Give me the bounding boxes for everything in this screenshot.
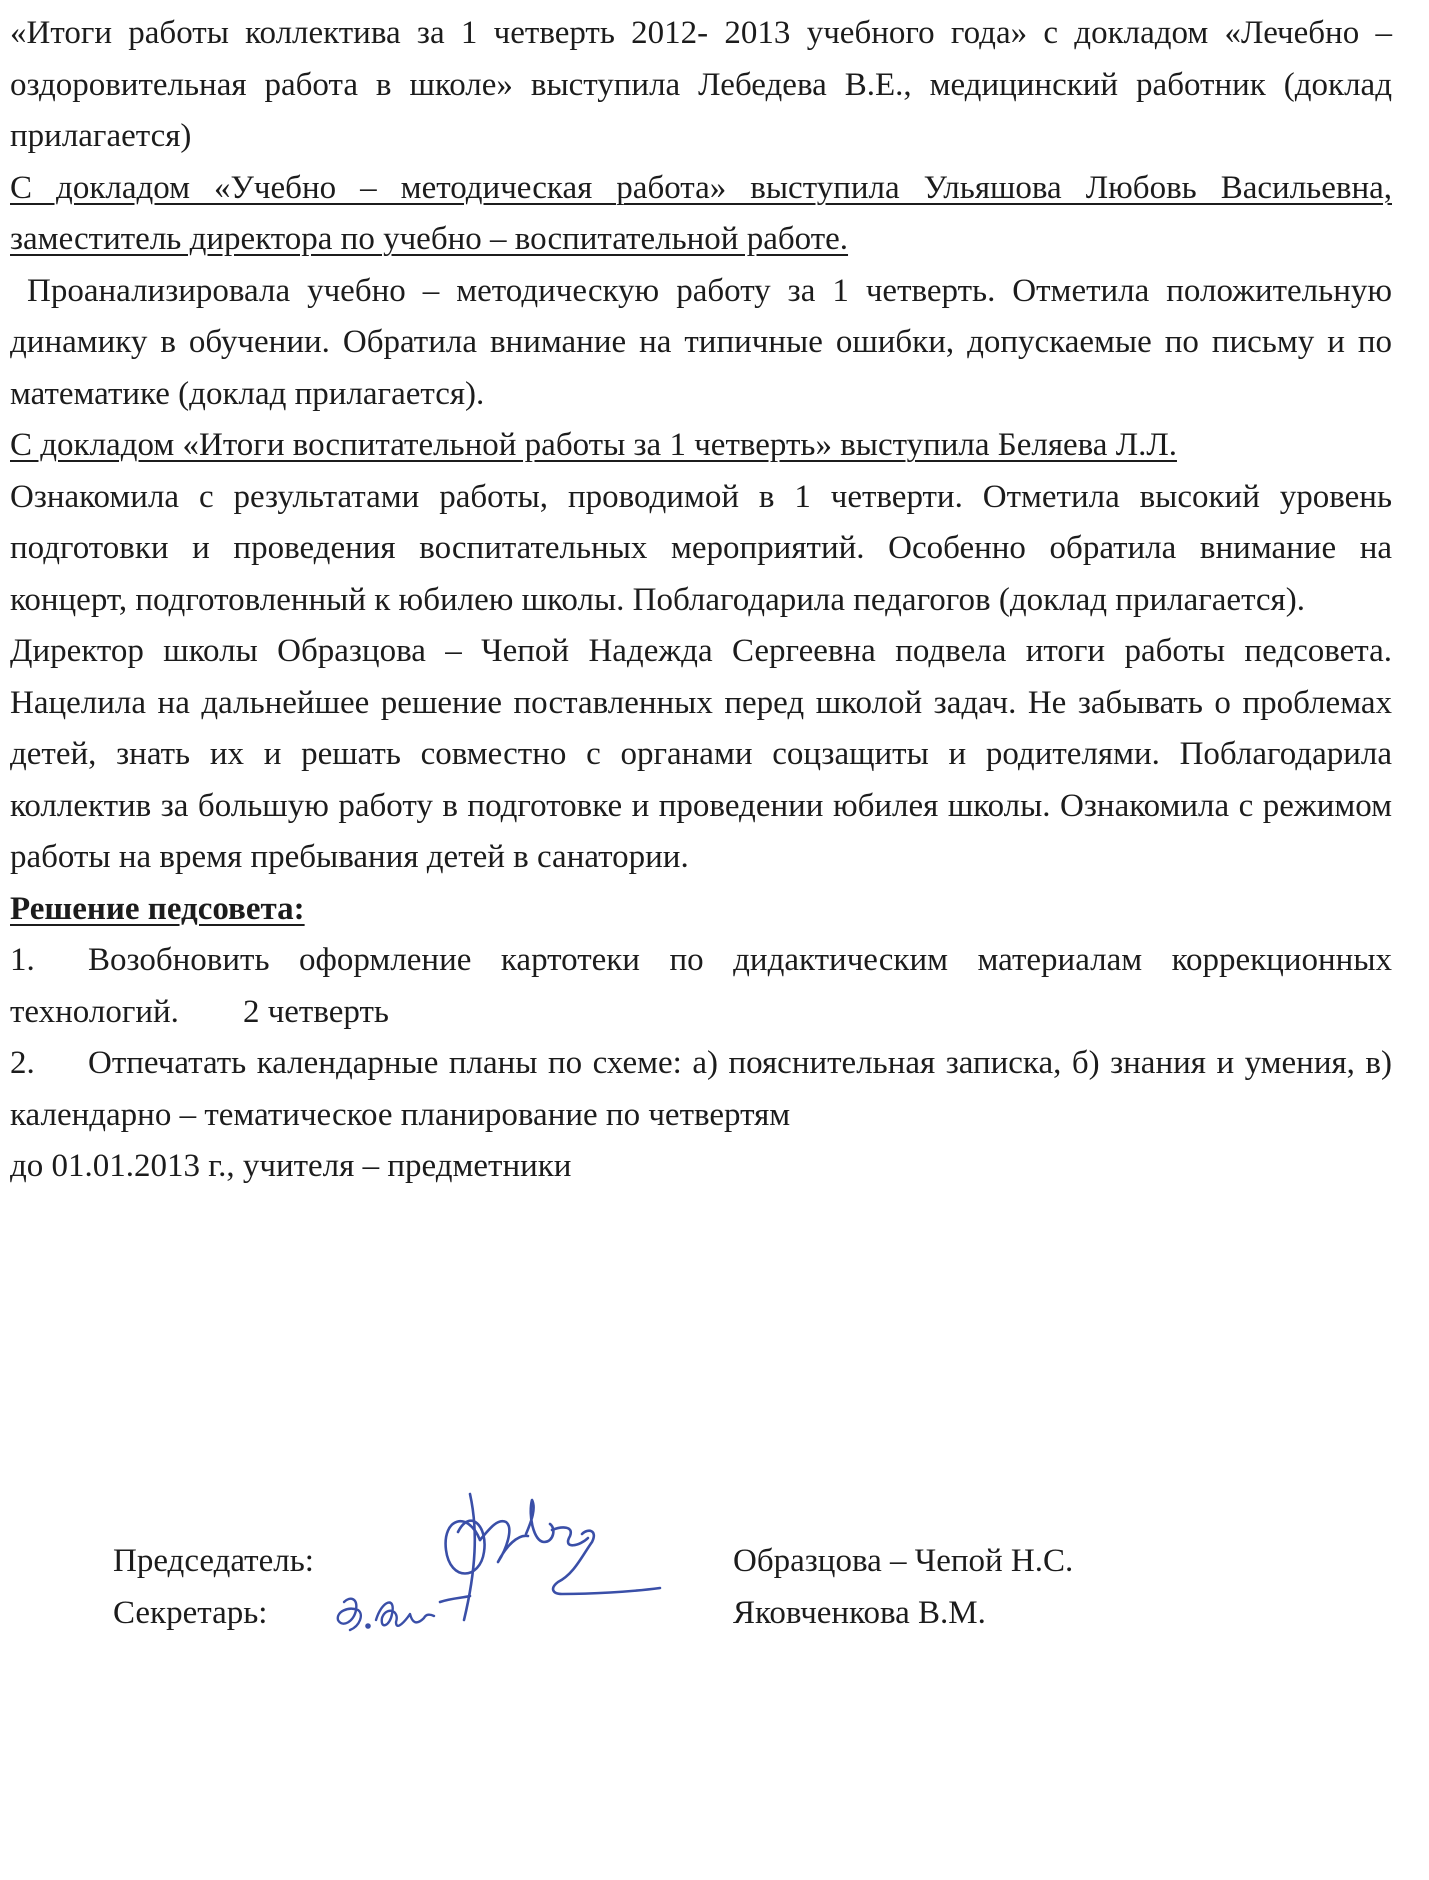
decision-number: 1. [10,942,35,978]
paragraph-director-summary: Директор школы Образцова – Чепой Надежда Сергеевна подвела итоги работы педсовета. Нацелила на дальнейшее решение поставленных перед школой задач. Не забывать о проблемах детей, знать их и решать совместно с органами соцзащиты и родителями. Поблагодарила коллектив за большую работу в подготовке и проведении юбилея школы. Ознакомила с режимом работы на время пребывания детей в санатории. [10,633,1392,875]
decision-heading-row [10,884,1392,936]
decision-term: до 01.01.2013 г., учителя – предметники [10,1148,572,1184]
secretary-name: Яковченкова В.М. [733,1595,986,1631]
heading-educational-report: С докладом «Итоги воспитательной работы за 1 четверть» выступила Беляева Л.Л. [10,427,1177,463]
paragraph-educational-results: Ознакомила с результатами работы, проводимой в 1 четверти. Отметила высокий уровень подготовки и проведения воспитательных мероприятий. Особенно обратила внимание на концерт, подготовленный к юбилею школы. Поблагодарила педагогов (доклад прилагается). [10,478,1392,618]
decision-text: Отпечатать календарные планы по схеме: а) пояснительная записка, б) знания и умения, в) календарно – тематическое планирование по четвертям [10,1045,1392,1133]
decision-number: 2. [10,1045,35,1081]
chair-name: Образцова – Чепой Н.С. [733,1543,1074,1579]
paragraph-report-medical: «Итоги работы коллектива за 1 четверть 2012- 2013 учебного года» с докладом «Лечебно – оздоровительная работа в школе» выступила Лебедева В.Е., медицинский работник (доклад прилагается) [10,15,1392,154]
chair-signature [440,1494,660,1620]
secretary-label: Секретарь: [113,1595,268,1631]
decision-item-2 [10,1038,1392,1193]
paragraph-methodical-text: Проанализировала учебно – методическую работу за 1 четверть. Отметила положительную динамику в обучении. Обратила внимание на типичные ошибки, допускаемые по письму и по математике (доклад прилагается). [10,272,1393,412]
heading-methodical-report: С докладом «Учебно – методическая работа» выступила Ульяшова Любовь Васильевна, заместитель директора по учебно – воспитательной работе. [10,169,1392,257]
decision-term: 2 четверть [242,993,389,1030]
document-body [10,8,1392,1193]
handwritten-signatures [330,1470,690,1660]
decision-heading: Решение педсовета: [10,890,305,927]
chair-label: Председатель: [113,1543,314,1579]
secretary-signature [338,1599,434,1630]
decision-text: Возобновить оформление картотеки по дидактическим материалам коррекционных технологий. [10,942,1392,1030]
decision-item-1 [10,935,1392,1038]
paragraph-methodical-analysis [10,266,1392,421]
